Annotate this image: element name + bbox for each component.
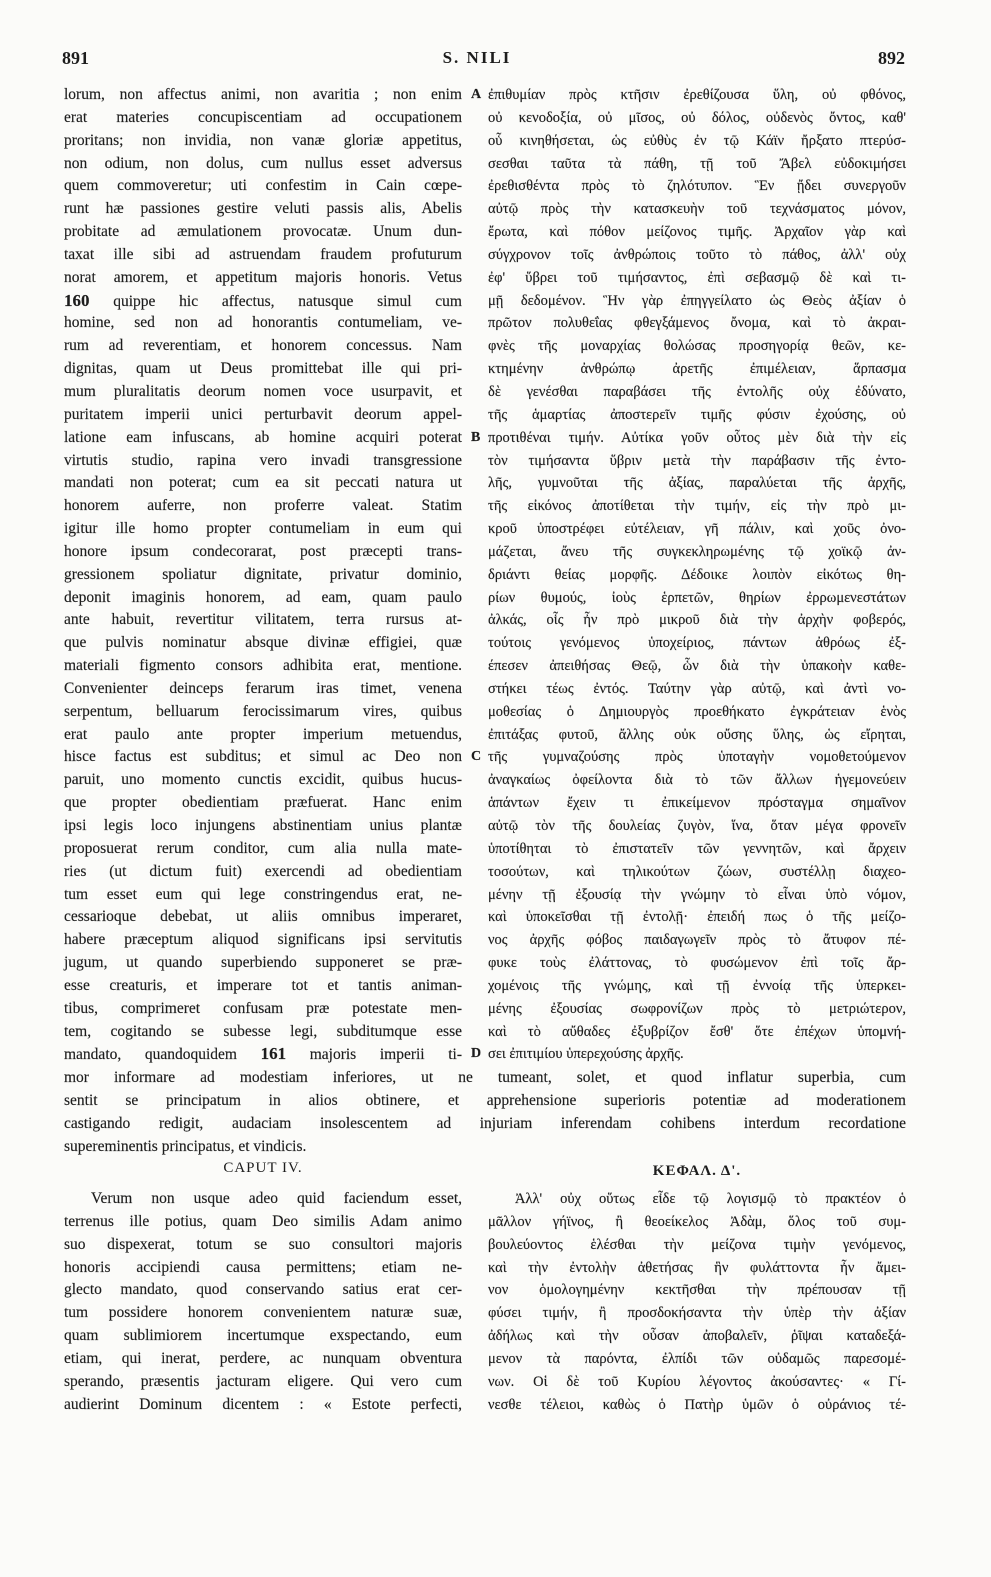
greek-column-chapter-4 [488,1188,906,1416]
greek-line: νων. Οἱ δὲ τοῦ Κυρίου λέγοντος ἀκούσαντες· « Γί- [488,1373,906,1390]
latin-line: proritans; non invidia, non vanæ gloriæ appetitus, [64,131,462,149]
latin-line: igitur ille homo propter contumeliam in eum qui [64,520,462,538]
greek-line: καὶ τὸ αὔθαδες ἐξυβρίζον ἔσθ' ὅτε ἐπέχων ὑπομνή- [488,1023,906,1040]
greek-line: μάζεται, ἄνευ τῆς συγκεκληρωμένης τῷ χοϊκῷ ἀν- [488,543,906,560]
line-text: προτιθέναι τιμήν. Αὐτίκα γοῦν οὗτος μὲν διὰ τὴν εἰς [488,429,906,446]
line-text: ἐπιθυμίαν πρὸς κτῆσιν ἐρεθίζουσα ὕλη, οὐ φθόνος, [488,87,906,103]
greek-line: αὐτῷ πρὸς τὴν κατασκευὴν τοῦ τεχνάσματος μόνον, [488,201,906,218]
margin-marker: B [471,429,481,445]
greek-line: τῆς ἁμαρτίας ἀποστερεῖν τιμῆς φύσιν ἐχούσης, οὐ [488,406,906,423]
latin-line: habere præceptum aliquod significans ipsi servitutis [64,931,462,949]
latin-line: lorum, non affectus animi, non avaritia ; non enim [64,86,462,103]
greek-line: καὶ ὑποκεῖσθαι τῇ ἐντολῇ· ἐπειδή πως ὁ τῆς μείζο- [488,909,906,926]
greek-line: ἀδήλως καὶ τὴν οὖσαν ἀποβαλεῖν, ῥῖψαι καταδεξά- [488,1328,906,1345]
latin-line: paruit, uno momento cunctis excidit, quibus hucus- [64,771,462,789]
greek-line: δριάντι θείας μορφῆς. Δέδοικε λοιπὸν εἰκότως θη- [488,566,906,583]
latin-column-chapter-4 [64,1188,462,1416]
latin-line: jugum, ut quando superbiendo supponeret se præ- [64,954,462,972]
line-text: majoris imperii ti- [286,1046,462,1064]
greek-line: ἀναγκαίως ὀφείλοντα διὰ τὸ τῶν ἄλλων ἡγεμονεύειν [488,772,906,789]
greek-line: μοθεσίας ὁ Δημιουργὸς προεθήκατο ἐγκράτειαν ἑνὸς [488,703,906,720]
latin-line: esse creaturis, et imperare tot et tantis animan- [64,976,462,994]
greek-line: αὐτῷ τὸν τῆς δουλείας ζυγὸν, ἵνα, ὅταν μέγα φρονεῖν [488,818,906,834]
latin-full-width-block [64,1067,906,1158]
latin-line: proposuerat rerum conditor, cum alia nulla mate- [64,839,462,857]
latin-full-line: mor informare ad modestiam inferiores, ut ne tumeant, solet, et quod inflatur superbia, cum [64,1069,906,1086]
greek-line: χομένοις τῆς γνώμης, καὶ τῇ ἐννοίᾳ τῆς ὑπερκει- [488,977,906,994]
greek-line: τοσούτων, καὶ τηλικούτων ζώων, συστέλλῃ διαχεο- [488,863,906,880]
latin-line: audierint Dominum dicentem : « Estote perfecti, [64,1395,462,1413]
latin-line: non odium, non dolus, cum nullus esset adversus [64,154,462,172]
column-page-ref: 160 [64,290,90,310]
latin-line: glecto mandato, quod conservando satius erat cer- [64,1281,462,1299]
greek-line: φνὲς τῆς μοναρχίας θολώσας προσηγορίᾳ θεῶν, κε- [488,338,906,355]
latin-line: quem commoveretur; uti confestim in Cain cœpe- [64,177,462,195]
latin-column [64,84,462,1066]
latin-line: deponit imaginis honorem, ad eam, quam paulo [64,588,462,606]
latin-line: erat paulo ante propter imperium metuendus, [64,725,462,743]
greek-line: νος ἀρχῆς φόβος παιδαγωγεῖν πρὸς τὸ ἄτυφον πέ- [488,932,906,949]
greek-line: μένης ἐξουσίας σωφρονίζων πρὸς τὸ μετριώτερον, [488,1000,906,1017]
greek-line: σύγχρονον τοῖς ἀνθρώποις τοῦτο τὸ πάθος, ἀλλ' οὐχ [488,246,906,263]
greek-line: νεσθε τέλειοι, καθὼς ὁ Πατὴρ ὑμῶν ὁ οὐράνιος τέ- [488,1396,906,1413]
greek-line: βουλεύοντος ἑλέσθαι τὴν μείζονα τιμὴν γενόμενος, [488,1236,906,1253]
greek-line: σεσθαι ταῦτα τὰ πάθη, τῇ τοῦ Ἄβελ εὐδοκιμήσει [488,155,906,172]
latin-line: latione eam infuscans, ab homine acquiri poterat [64,428,462,446]
greek-line [471,1043,906,1066]
latin-line: terrenus ille potius, quam Deo similis Adam animo [64,1212,462,1230]
greek-line [471,427,906,450]
greek-line: φύσει τιμήν, ἢ προσδοκήσαντα τὴν ὑπὲρ τὴν ἀξίαν [488,1305,906,1322]
greek-line: στήκει τέως ἐντός. Ταύτην γὰρ αὐτῷ, καὶ ἀντὶ νο- [488,680,906,697]
greek-line: κτημένην ἀνθρώπῳ ἀρετῆς ἐπιμέλειαν, ἅρπασμα [488,361,906,378]
line-text: σει ἐπιτιμίου ὑπερεχούσης ἀρχῆς. [488,1046,684,1063]
line-text: quippe hic affectus, natusque simul cum [89,292,462,310]
chapter-heading-greek: ΚΕΦΑΛ. Δ'. [652,1163,742,1179]
latin-line: norat amorem, et appetitum majoris honoris. Vetus [64,268,462,286]
margin-marker: D [471,1046,482,1062]
greek-line: μενον τὰ παρόντα, ἐλπίδι τῶν οὐδαμῶς παρεσομέ- [488,1350,906,1367]
greek-line: ἐφ' ὕβρει τοῦ τιμήσαντος, ἐπὶ σεβασμῷ δὲ καὶ τι- [488,269,906,286]
latin-line: honoris accipiendi causa permittens; etiam ne- [64,1258,462,1276]
greek-column [471,84,906,1066]
latin-line: tum esset eum qui lege constringendus erat, ne- [64,885,462,903]
greek-line: Ἀλλ' οὐχ οὕτως εἶδε τῷ λογισμῷ τὸ πρακτέον ὁ [515,1191,906,1207]
latin-line: materiali figmento consors adhibita erat, mentione. [64,657,462,675]
latin-line: ries (ut dictum fuit) exercendi ad obedientiam [64,862,462,880]
latin-line: mum pluralitatis deorum nomen voce usurpavit, et [64,382,462,400]
latin-line [64,1043,462,1066]
latin-line: sperando, præsentis jacturam eligere. Qui vero cum [64,1372,462,1390]
margin-marker: A [471,87,482,102]
latin-line: puritatem imperii unici perturbavit deorum appel- [64,405,462,423]
latin-line: cessarioque debebat, ut aliis omnibus imperaret, [64,908,462,926]
greek-line: νον ὁμολογημένην κεκτῆσθαι τὴν πρέπουσαν τῇ [488,1282,906,1299]
line-text: mandato, quandoquidem [64,1046,261,1064]
greek-line: ἀλκάς, οἷς ἦν πρὸ μικροῦ διὰ τὴν ἀρχὴν φοβερός, [488,612,906,629]
greek-line: ἐρεθισθέντα πρὸς τὸ ζηλότυπον. Ἓν ᾔδει συνεργοῦν [488,178,906,195]
greek-line: τούτοις γενόμενος ὑποχείριος, πάντων ἀθρόως ἐξ- [488,635,906,652]
latin-line: que propter obedientiam præfuerat. Hanc enim [64,794,462,812]
running-title: S. NILI [442,48,512,67]
latin-line: tibus, comprimeret confusam præ potestate men- [64,999,462,1017]
greek-line: τὸν τιμήσαντα ὕβριν μετὰ τὴν παράβασιν τῆς ἐντο- [488,452,906,469]
latin-full-line: sentit se principatum in alios obtinere, et apprehensione superioris potentiæ ad moderationem [64,1091,906,1109]
greek-line: οὐ κενοδοξία, οὐ μῖσος, οὐ δόλος, οὐδενὸς ὄντος, καθ' [488,109,906,126]
latin-full-line: castigando redigit, audaciam insolescentem ad injuriam inferendam cohibens interdum recordatione [64,1114,906,1132]
latin-line: rum ad reverentiam, et honorem concessus. Nam [64,337,462,355]
latin-line: quam sublimiorem incertumque exspectando, eum [64,1327,462,1345]
latin-line: que pulvis nominatur absque divinæ effigiei, quæ [64,634,462,652]
greek-line: ἁπάντων ἔχειν τι ἐπικείμενον πρόσταγμα σημαῖνον [488,795,906,812]
greek-line: καὶ τὴν ἐντολὴν ἀθετήσας ἣν φυλάττοντα ἦν ἄμει- [488,1259,906,1276]
greek-line [471,84,906,107]
latin-line [64,290,462,313]
greek-line: ἐπιτάξας φυτοῦ, ἄλλης οὐκ οὔσης ὕλης, ὡς εἴρηται, [488,726,906,743]
latin-line: Verum non usque adeo quid faciendum esset, [91,1190,462,1207]
greek-line [471,746,906,769]
greek-line: λῆς, γυμνοῦται τῆς ἀξίας, παραλύεται τῆς ἀρχῆς, [488,475,906,492]
latin-line: suo dispexerat, totum se suo consultori majoris [64,1235,462,1253]
latin-line: dignitas, quam ut Deus promittebat ille qui pri- [64,360,462,378]
greek-line: οὗ κινηθήσεται, ὡς εὐθὺς ἐν τῷ Κάϊν ἤρξατο πτερύσ- [488,132,906,149]
greek-line: πρῶτον πολυθεΐας φθεγξάμενος ὄνομα, καὶ τὸ ἀκραι- [488,315,906,332]
greek-line: ἔρωτα, καὶ πόθον μείζονος τιμῆς. Ἀρχαῖον γὰρ καὶ [488,224,906,241]
greek-line: φυκε τοὺς ἐλάττονας, τὸ φυσώμενον ἐπὶ τοῖς ἄρ- [488,955,906,972]
page-number-right: 892 [878,48,905,68]
latin-line: mandati non poterat; cum ea sit peccati natura ut [64,474,462,492]
latin-line: ante habuit, revertitur vilitatem, terra rursus at- [64,611,462,629]
latin-line: tem, cogitando se subesse legi, subditumque esse [64,1022,462,1040]
latin-line: runt hæ passiones gestire veluti passis alis, Abelis [64,200,462,218]
greek-line: ὑποτίθηται τὸ ἐπιστατεῖν τῶν γεννητῶν, καὶ ἄρχειν [488,840,906,857]
greek-line: έπεσεν ἀπειθήσας Θεῷ, ὧν διὰ τὴν ὑπακοὴν καθε- [488,658,906,675]
greek-line: ρίων θυμούς, ἰοὺς ἑρπετῶν, θηρίων ἐρρωμενεστάτων [488,589,906,606]
chapter-heading-latin: CAPUT IV. [223,1160,303,1176]
greek-line: μῇ δεδομένον. Ἣν γὰρ ἐπηγγείλατο ὡς Θεὸς ἀξίαν ὁ [488,292,906,309]
latin-line: Convenienter deinceps ferarum iras timet, venena [64,679,462,697]
latin-line: gressionem spoliatur dignitate, privatur dominio, [64,565,462,583]
latin-line: taxat ille sibi ad astruendam fraudem profuturum [64,245,462,263]
greek-line: κροῦ ὑποστρέφει εὐτέλειαν, γῆ πάλιν, καὶ χοῦς ὀνο- [488,521,906,538]
latin-line: etiam, qui inerat, perdere, ac nunquam obventura [64,1349,462,1367]
greek-line: δὲ γενέσθαι παραβάσει τῆς ἐντολῆς οὐχ ἐδύνατο, [488,383,906,400]
line-text: τῆς γυμναζούσης πρὸς ὑποταγὴν νομοθετούμενον [488,749,906,766]
latin-line: honorem auferre, non proferre valeat. Statim [64,497,462,515]
column-page-ref: 161 [260,1044,287,1064]
latin-full-line: supereminentis principatus, et vindicis. [64,1137,307,1155]
greek-line: μᾶλλον γήϊνος, ἢ θεοείκελος Ἀδὰμ, ὅλος τοῦ συμ- [488,1213,906,1230]
latin-line: erat materies concupiscentiam ad occupationem [64,108,462,126]
page-number-left: 891 [62,48,89,68]
latin-line: ipsi legis loco injungens abstinentiam unius plantæ [64,817,462,834]
latin-line: honore ipsum condecorarat, post præcepti trans- [64,542,462,560]
latin-line: probitate ad æmulationem provocatæ. Unum dun- [64,223,462,241]
greek-line: τῆς εἰκόνος ἀποτίθεται τὴν τιμήν, εἰς τὴν πρὸ μι- [488,498,906,515]
latin-line: virtutis studio, rapina vero invadi transgressione [64,451,462,469]
latin-line: homine, sed non ad honorantis contumeliam, ve- [64,314,462,332]
latin-line: serpentum, belluarum ferocissimarum vires, quibus [64,702,462,720]
margin-marker: C [471,749,482,765]
latin-line: tum possidere honorem convenientem naturæ suæ, [64,1304,462,1322]
greek-line: μένην τῇ ἐξουσίᾳ τὴν γνώμην τὸ εἶναι ὑπὸ νόμον, [488,886,906,903]
latin-line: hisce factus est subditus; et simul ac Deo non [64,748,462,766]
